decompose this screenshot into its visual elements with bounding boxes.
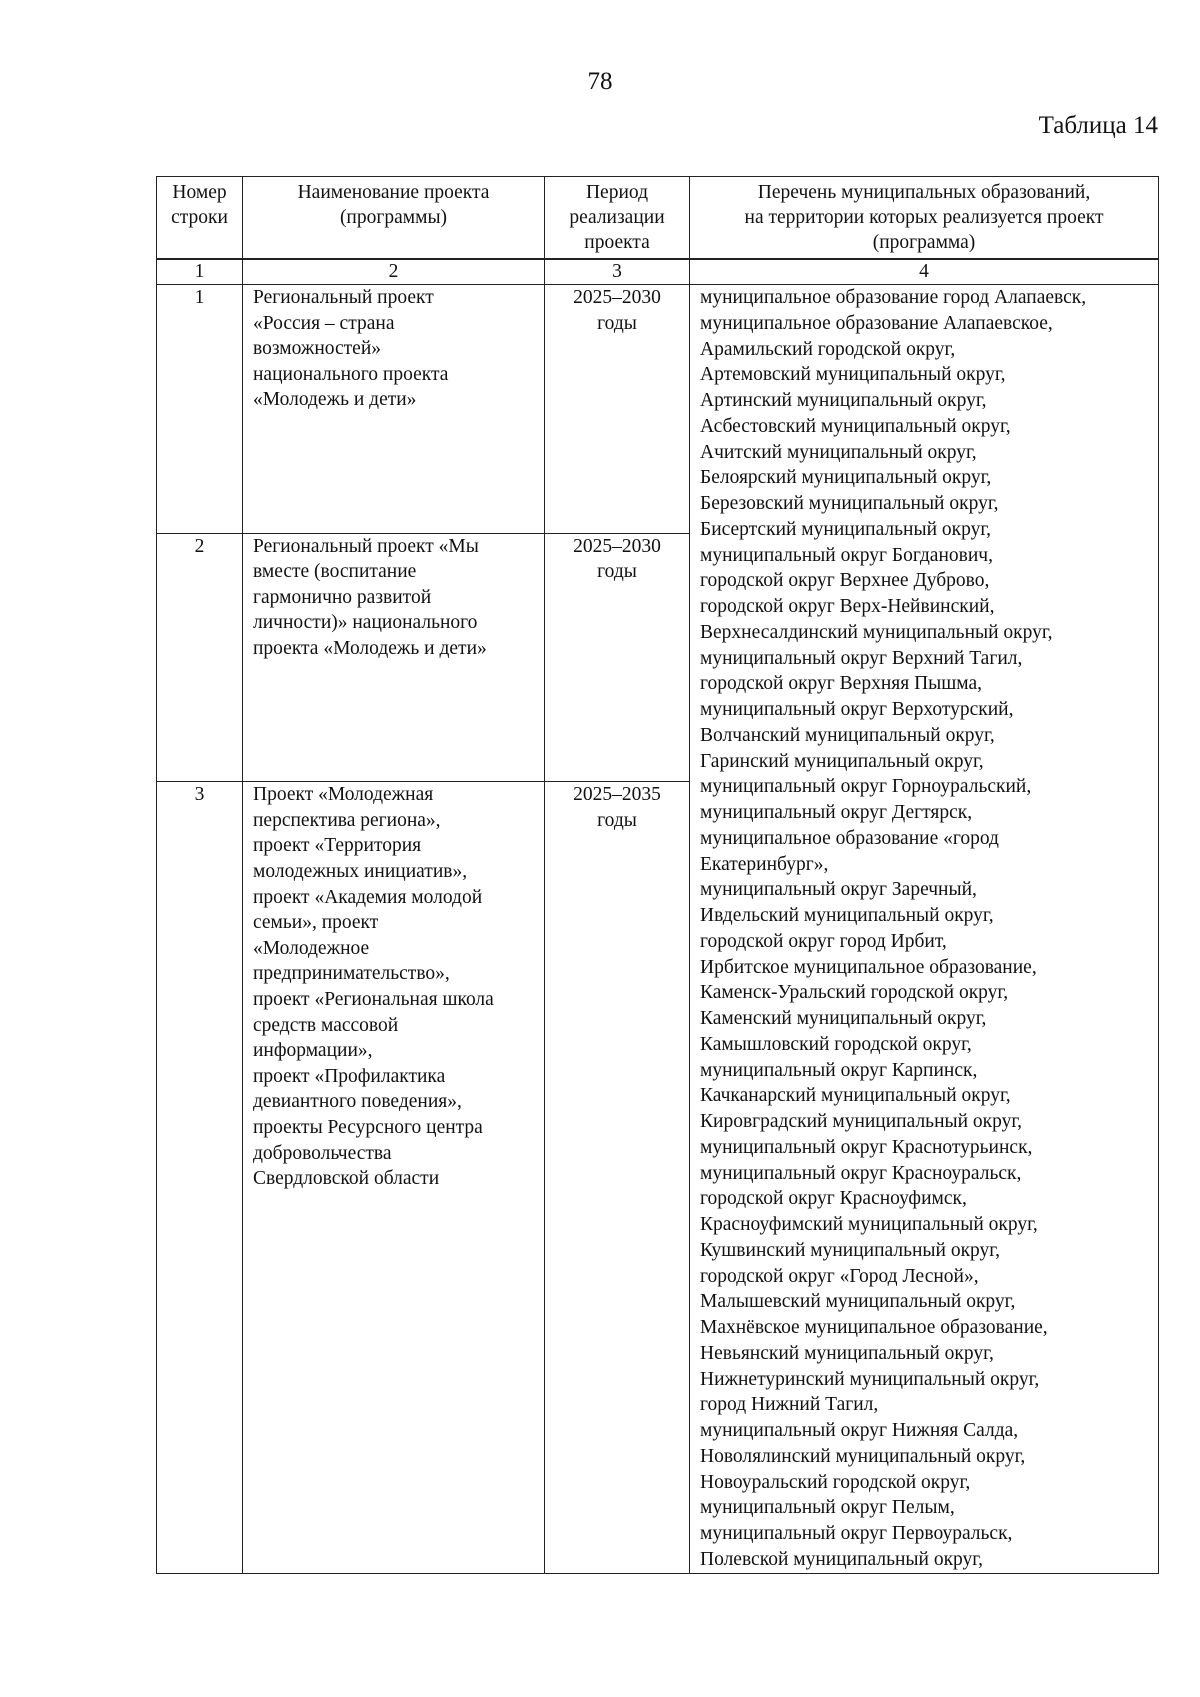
project-line: добровольчества: [253, 1142, 392, 1164]
municipality-item: муниципальный округ Первоуральск,: [700, 1523, 1013, 1544]
municipality-item: Новоуральский городской округ,: [700, 1471, 971, 1493]
municipality-item: Новолялинский муниципальный округ,: [700, 1445, 1026, 1467]
project-line: национального проекта: [253, 363, 449, 385]
municipality-item: муниципальный округ Пелым,: [700, 1497, 955, 1519]
municipality-item: Гаринский муниципальный округ,: [700, 750, 984, 772]
project-line: «Молодежное: [253, 937, 370, 959]
municipality-item: Артинский муниципальный округ,: [700, 390, 987, 411]
column-number: 1: [157, 259, 243, 285]
column-number: 4: [690, 259, 1159, 285]
municipality-item: муниципальный округ Горноуральский,: [700, 776, 1032, 798]
table-label: Таблица 14: [1038, 112, 1158, 139]
column-number: 2: [243, 259, 545, 285]
period-line: 2025–2030: [573, 535, 661, 557]
municipality-item: муниципальный округ Верхотурский,: [700, 699, 1014, 720]
municipality-item: Белоярский муниципальный округ,: [700, 467, 992, 489]
header-line: проекта: [584, 232, 650, 253]
header-line: реализации: [569, 207, 665, 228]
municipality-item: Нижнетуринский муниципальный округ,: [700, 1368, 1040, 1390]
municipality-item: муниципальный округ Нижняя Салда,: [700, 1420, 1019, 1441]
municipality-item: Ачитский муниципальный округ,: [700, 441, 977, 463]
municipality-item: Невьянский муниципальный округ,: [700, 1342, 994, 1364]
header-municipalities: [690, 177, 1159, 260]
municipality-item: Екатеринбург»,: [700, 853, 829, 875]
municipality-item: муниципальный округ Карпинск,: [700, 1059, 978, 1081]
projects-table: [156, 176, 1159, 1574]
column-number: 3: [545, 259, 690, 285]
municipality-item: Волчанский муниципальный округ,: [700, 724, 995, 746]
municipality-item: Кировградский муниципальный округ,: [700, 1111, 1023, 1132]
row-number: 1: [157, 285, 243, 534]
project-line: Региональный проект: [253, 287, 434, 308]
header-line: (программа): [872, 232, 976, 253]
municipality-item: Махнёвское муниципальное образование,: [700, 1317, 1048, 1338]
project-line: проект «Региональная школа: [253, 988, 494, 1010]
municipality-item: Камышловский городской округ,: [700, 1033, 972, 1055]
project-line: девиантного поведения»,: [253, 1091, 462, 1113]
project-line: проекты Ресурсного центра: [253, 1116, 483, 1138]
municipality-item: Асбестовский муниципальный округ,: [700, 415, 1011, 437]
municipality-item: муниципальное образование «город: [700, 827, 999, 849]
municipality-item: Полевской муниципальный округ,: [700, 1548, 983, 1570]
municipality-item: Ивдельский муниципальный округ,: [700, 905, 994, 926]
header-line: Перечень муниципальных образований,: [757, 182, 1091, 203]
table-row: [157, 285, 1159, 534]
project-line: проект «Территория: [253, 835, 422, 857]
project-line: семьи», проект: [253, 912, 379, 934]
header-line: Номер: [172, 182, 227, 203]
row-number: 3: [157, 782, 243, 1573]
municipality-item: муниципальный округ Богданович,: [700, 544, 993, 566]
project-line: проект «Академия молодой: [253, 886, 483, 908]
municipality-item: городской округ «Город Лесной»,: [700, 1265, 979, 1287]
period-line: 2025–2030: [573, 287, 661, 308]
municipalities-lines: [700, 285, 1148, 1573]
header-line: Наименование проекта: [297, 182, 490, 203]
project-line: гармонично развитой: [253, 586, 432, 608]
header-project-name: [243, 177, 545, 260]
municipality-item: Березовский муниципальный округ,: [700, 493, 999, 514]
project-line: вместе (воспитание: [253, 561, 417, 583]
project-line: средств массовой: [253, 1014, 399, 1036]
municipality-item: муниципальный округ Красноуральск,: [700, 1162, 1022, 1184]
municipality-item: Качканарский муниципальный округ,: [700, 1085, 1011, 1107]
header-line: строки: [171, 207, 228, 228]
period-line: годы: [597, 561, 637, 583]
municipality-item: городской округ город Ирбит,: [700, 930, 947, 952]
project-line: Свердловской области: [253, 1168, 440, 1190]
project-name: [243, 533, 545, 782]
period: [545, 533, 690, 782]
project-name: [243, 782, 545, 1573]
municipality-item: муниципальный округ Заречный,: [700, 879, 977, 901]
period: [545, 782, 690, 1573]
table-header-row: [157, 177, 1159, 260]
header-line: на территории которых реализуется проект: [744, 207, 1104, 228]
municipality-item: Артемовский муниципальный округ,: [700, 364, 1006, 386]
project-line: молодежных инициатив»,: [253, 860, 468, 882]
municipality-item: муниципальный округ Верхний Тагил,: [700, 647, 1023, 669]
municipality-item: Арамильский городской округ,: [700, 338, 956, 360]
municipality-item: муниципальный округ Дегтярск,: [700, 802, 973, 823]
project-name: [243, 285, 545, 534]
municipality-item: Кушвинский муниципальный округ,: [700, 1239, 1000, 1261]
municipality-item: муниципальный округ Краснотурьинск,: [700, 1136, 1033, 1158]
municipality-item: Малышевский муниципальный округ,: [700, 1291, 1016, 1313]
period-line: годы: [597, 312, 637, 334]
header-line: (программы): [339, 207, 448, 228]
municipality-item: городской округ Верхнее Дуброво,: [700, 570, 990, 592]
project-line: информации»,: [253, 1040, 373, 1062]
municipality-item: Ирбитское муниципальное образование,: [700, 956, 1037, 978]
period-line: 2025–2035: [573, 784, 661, 806]
project-line: «Россия – страна: [253, 312, 395, 334]
municipalities-list: [690, 285, 1159, 1574]
municipality-item: город Нижний Тагил,: [700, 1394, 879, 1416]
page-number: 78: [587, 68, 613, 95]
row-number: 2: [157, 533, 243, 782]
municipality-item: Бисертский муниципальный округ,: [700, 518, 992, 540]
period: [545, 285, 690, 534]
municipality-item: городской округ Верх-Нейвинский,: [700, 596, 995, 617]
column-number-row: [157, 259, 1159, 285]
municipality-item: муниципальное образование Алапаевское,: [700, 312, 1053, 334]
project-line: предпринимательство»,: [253, 963, 450, 985]
municipality-item: городской округ Верхняя Пышма,: [700, 673, 983, 695]
project-line: Проект «Молодежная: [253, 784, 434, 806]
municipality-item: городской округ Красноуфимск,: [700, 1188, 967, 1210]
project-line: личности)» национального: [253, 612, 478, 634]
header-line: Период: [585, 182, 649, 203]
municipality-item: Верхнесалдинский муниципальный округ,: [700, 621, 1053, 643]
municipality-item: Каменский муниципальный округ,: [700, 1008, 987, 1029]
project-line: перспектива региона»,: [253, 809, 441, 831]
municipality-item: муниципальное образование город Алапаевск,: [700, 287, 1087, 308]
header-period: [545, 177, 690, 260]
project-line: «Молодежь и дети»: [253, 389, 417, 411]
header-row-number: [157, 177, 243, 260]
municipality-item: Каменск-Уральский городской округ,: [700, 982, 1009, 1004]
project-line: проект «Профилактика: [253, 1065, 446, 1087]
project-line: возможностей»: [253, 338, 382, 360]
period-line: годы: [597, 809, 637, 831]
project-line: Региональный проект «Мы: [253, 535, 479, 557]
project-line: проекта «Молодежь и дети»: [253, 637, 487, 659]
municipality-item: Красноуфимский муниципальный округ,: [700, 1214, 1038, 1235]
